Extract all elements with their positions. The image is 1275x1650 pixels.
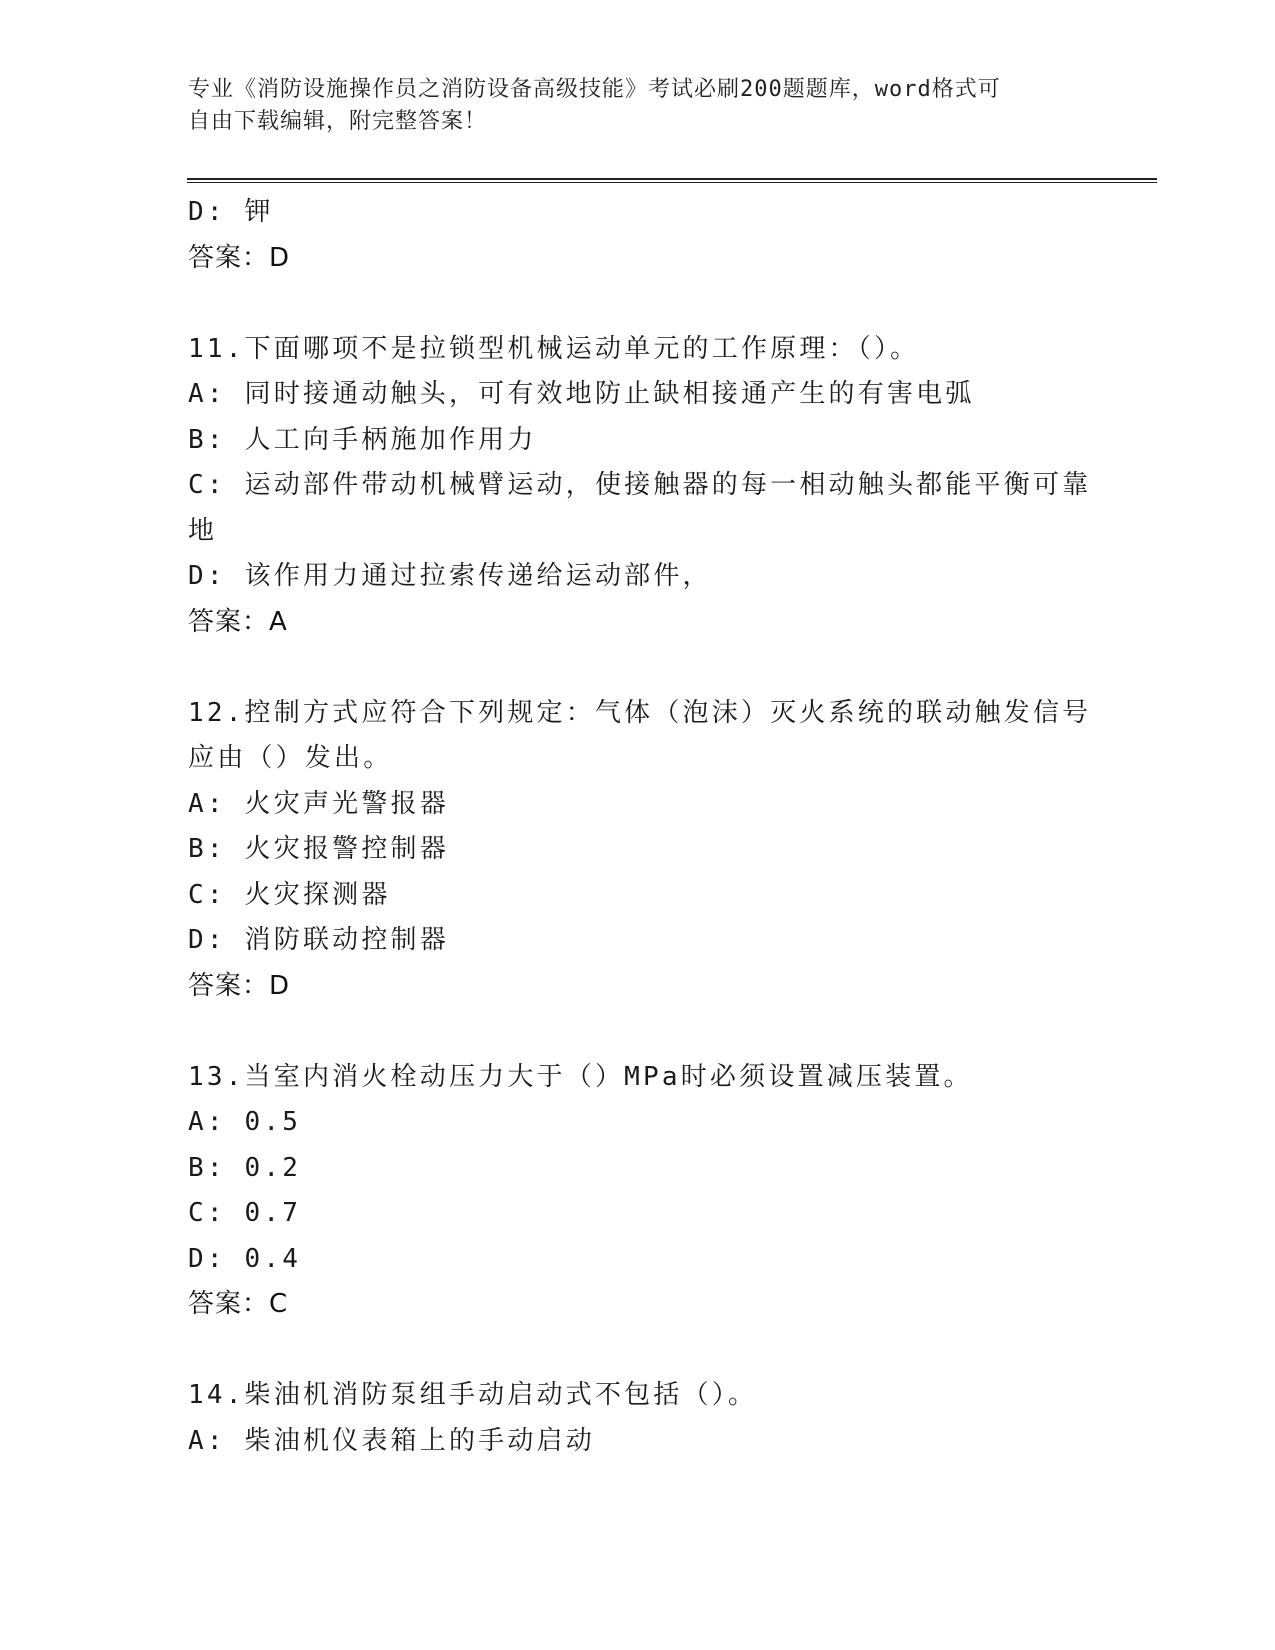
header-rule-thin <box>187 182 1157 183</box>
question-10-tail <box>188 190 1088 281</box>
question-stem: 11.下面哪项不是拉锁型机械运动单元的工作原理：（）。 <box>188 333 920 364</box>
spacer <box>188 645 1088 691</box>
answer: 答案：C <box>188 1289 289 1319</box>
option-d: D: 消防联动控制器 <box>188 925 449 955</box>
spacer <box>188 281 1088 327</box>
document-body <box>188 190 1092 1464</box>
question-14 <box>188 1373 1088 1464</box>
option-a: A: 柴油机仪表箱上的手动启动 <box>188 1425 595 1456</box>
question-stem-continued: 应由（）发出。 <box>188 743 393 773</box>
answer: 答案：A <box>188 606 288 637</box>
option-a: A: 同时接通动触头，可有效地防止缺相接通产生的有害电弧 <box>188 379 975 409</box>
header-line-2: 自由下载编辑，附完整答案！ <box>188 109 488 134</box>
option-c: C: 0.7 <box>188 1198 302 1228</box>
header-line-1: 专业《消防设施操作员之消防设备高级技能》考试必刷200题题库，word格式可 <box>188 77 1001 102</box>
option-d: D: 该作用力通过拉索传递给运动部件， <box>188 561 712 591</box>
option-c: C: 运动部件带动机械臂运动，使接触器的每一相动触头都能平衡可靠 <box>188 470 1092 500</box>
option-a: A: 火灾声光警报器 <box>188 788 449 819</box>
spacer <box>188 1328 1088 1374</box>
option-b: B: 人工向手柄施加作用力 <box>188 424 537 455</box>
question-13 <box>188 1055 1088 1328</box>
option-a: A: 0.5 <box>188 1107 302 1137</box>
question-stem: 12.控制方式应符合下列规定：气体（泡沫）灭火系统的联动触发信号 <box>188 697 1092 728</box>
option-d: D: 0.4 <box>188 1243 302 1274</box>
header-rule-thick <box>187 178 1157 180</box>
question-stem: 14.柴油机消防泵组手动启动式不包括（）。 <box>188 1380 758 1410</box>
option-c: C: 火灾探测器 <box>188 879 391 910</box>
answer: 答案：D <box>188 970 291 1001</box>
spacer <box>188 1009 1088 1055</box>
document-header <box>188 74 1068 138</box>
option-d: D: 钾 <box>188 197 274 227</box>
question-stem: 13.当室内消火栓动压力大于（）MPa时必须设置减压装置。 <box>188 1061 973 1092</box>
option-b: B: 0.2 <box>188 1152 302 1183</box>
answer: 答案：D <box>188 242 291 273</box>
question-11 <box>188 327 1092 646</box>
option-b: B: 火灾报警控制器 <box>188 834 449 864</box>
option-c-continued: 地 <box>188 515 218 546</box>
question-12 <box>188 691 1092 1010</box>
